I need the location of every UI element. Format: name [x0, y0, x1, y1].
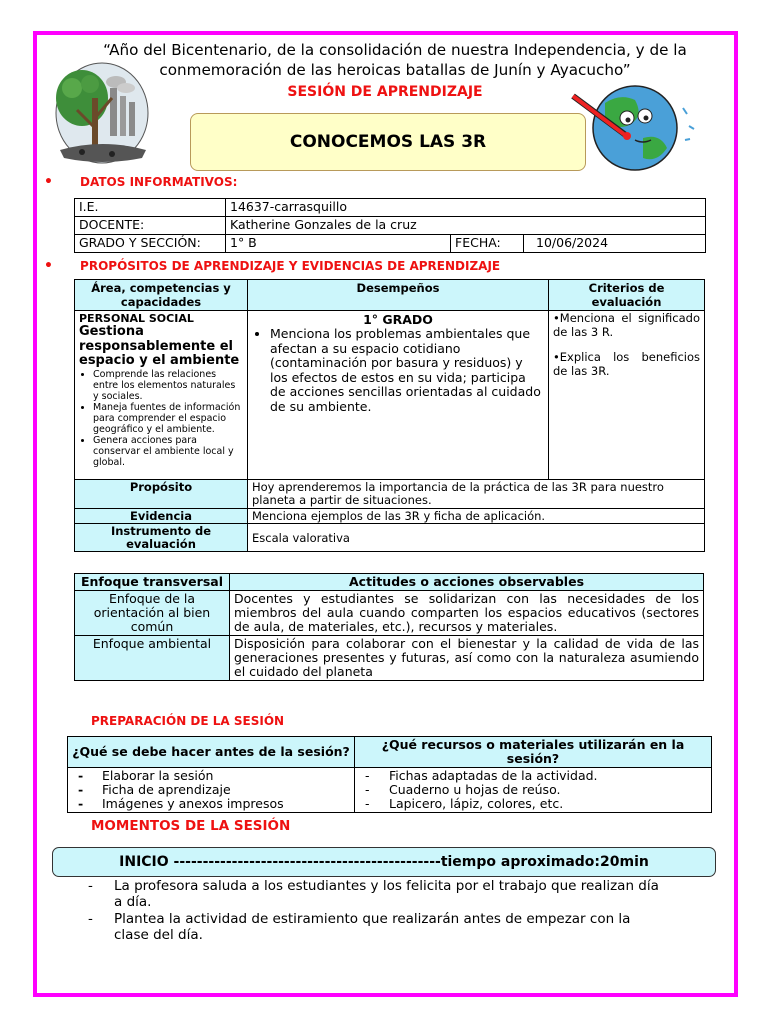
instrumento-value: Escala valorativa	[248, 524, 705, 552]
ie-value: 14637-carrasquillo	[226, 199, 706, 217]
docente-value: Katherine Gonzales de la cruz	[226, 217, 706, 235]
table-row	[75, 235, 706, 253]
table-row	[75, 524, 705, 552]
list-item: - Cuaderno u hojas de reúso.	[365, 782, 561, 797]
table-row	[68, 768, 712, 813]
preparacion-heading: PREPARACIÓN DE LA SESIÓN	[91, 714, 285, 728]
session-title: SESIÓN DE APRENDIZAJE	[287, 84, 483, 100]
grado-heading: 1° GRADO	[363, 312, 433, 327]
enfoque-name: Enfoque de la orientación al bien común	[75, 591, 230, 636]
inicio-activities-list	[88, 879, 668, 945]
col-area-header: Área, competencias y capacidades	[75, 280, 248, 311]
col-criterios-header: Criterios de evaluación	[549, 280, 705, 311]
table-row	[75, 199, 706, 217]
table-header-row	[75, 280, 705, 311]
enfoques-table	[74, 573, 704, 681]
list-item: - Fichas adaptadas de la actividad.	[365, 768, 598, 783]
table-row	[75, 636, 704, 681]
table-row	[75, 217, 706, 235]
col-actitudes-header: Actitudes o acciones observables	[230, 574, 704, 591]
list-item: - Ficha de aprendizaje	[78, 782, 231, 797]
col-enfoque-header: Enfoque transversal	[75, 574, 230, 591]
list-item: - Elaborar la sesión	[78, 768, 214, 783]
col-recursos-header: ¿Qué recursos o materiales utilizarán en la sesión?	[355, 737, 712, 768]
propositos-heading: PROPÓSITOS DE APRENDIZAJE Y EVIDENCIAS DE APRENDIZAJE	[80, 259, 501, 273]
enfoque-accion: Docentes y estudiantes se solidarizan con las necesidades de los miembros del aula cuando comparten los espacios educativos (sectores de aula, de materiales, etc.), recursos y materiales.	[230, 591, 704, 636]
competencia: Gestiona responsablemente el espacio y el ambiente	[79, 324, 240, 368]
evidencia-label: Evidencia	[75, 509, 248, 524]
bullet-icon: •	[44, 174, 53, 190]
table-row	[75, 509, 705, 524]
list-item: • Genera acciones para conservar el ambiente local y global.	[93, 435, 243, 468]
preparacion-table	[67, 736, 712, 813]
recursos-list	[365, 769, 707, 811]
desempeno-list	[252, 327, 544, 414]
proposito-label: Propósito	[75, 480, 248, 509]
proposito-value: Hoy aprenderemos la importancia de la práctica de las 3R para nuestro planeta a partir de situaciones.	[248, 480, 705, 509]
inicio-banner: INICIO ----------------------------------------------tiempo aproximado:20min	[52, 847, 716, 877]
antes-list	[78, 769, 350, 811]
table-row	[75, 480, 705, 509]
list-item: • Menciona los problemas ambientales que afectan a su espacio cotidiano (contaminación por basura y residuos) y los efectos de estos en su vida; participa de acciones sencillas orientadas al cuidado de su ambiente.	[270, 327, 544, 414]
fecha-label: FECHA:	[451, 235, 524, 253]
capacidades-list	[79, 369, 243, 468]
list-item: - Imágenes y anexos impresos	[78, 796, 284, 811]
bullet-icon: •	[44, 258, 53, 274]
table-header-row	[68, 737, 712, 768]
col-desempenos-header: Desempeños	[248, 280, 549, 311]
evidencia-value: Menciona ejemplos de las 3R y ficha de aplicación.	[248, 509, 705, 524]
ie-label: I.E.	[75, 199, 226, 217]
list-item: - Plantea la actividad de estiramiento que realizarán antes de empezar con la clase del día.	[88, 911, 631, 943]
propositos-table	[74, 279, 705, 552]
col-antes-header: ¿Qué se debe hacer antes de la sesión?	[68, 737, 355, 768]
criterio-item: •Explica los beneficios de las 3R.	[553, 350, 700, 378]
sick-earth-thermometer-illustration	[565, 78, 715, 178]
enfoque-name: Enfoque ambiental	[75, 636, 230, 681]
fecha-value: 10/06/2024	[524, 235, 706, 253]
list-item: - Lapicero, lápiz, colores, etc.	[365, 796, 564, 811]
list-item: - La profesora saluda a los estudiantes y los felicita por el trabajo que realizan día a día.	[88, 878, 659, 910]
criterio-item: •Menciona el significado de las 3 R.	[553, 311, 700, 339]
table-header-row	[75, 574, 704, 591]
grado-label: GRADO Y SECCIÓN:	[75, 235, 226, 253]
header-quote: “Año del Bicentenario, de la consolidación de nuestra Independencia, y de la conmemoración de las heroicas batallas de Junín y Ayacucho”	[103, 41, 687, 79]
table-row	[75, 311, 705, 480]
datos-heading: DATOS INFORMATIVOS:	[80, 175, 238, 189]
enfoque-accion: Disposición para colaborar con el bienestar y la calidad de vida de las generaciones presentes y futuras, así como con la naturaleza asumiendo el cuidado del planeta	[230, 636, 704, 681]
propositos-heading-row	[44, 255, 500, 274]
datos-heading-row	[44, 171, 237, 190]
docente-label: DOCENTE:	[75, 217, 226, 235]
list-item: • Comprende las relaciones entre los elementos naturales y sociales.	[93, 369, 243, 402]
session-topic-title: CONOCEMOS LAS 3R	[190, 113, 586, 171]
area-name: PERSONAL SOCIAL	[79, 312, 194, 325]
instrumento-label: Instrumento de evaluación	[75, 524, 248, 552]
grado-value: 1° B	[226, 235, 451, 253]
table-row	[75, 591, 704, 636]
datos-table	[74, 198, 706, 253]
momentos-heading: MOMENTOS DE LA SESIÓN	[91, 818, 291, 834]
list-item: • Maneja fuentes de información para comprender el espacio geográfico y el ambiente.	[93, 402, 243, 435]
